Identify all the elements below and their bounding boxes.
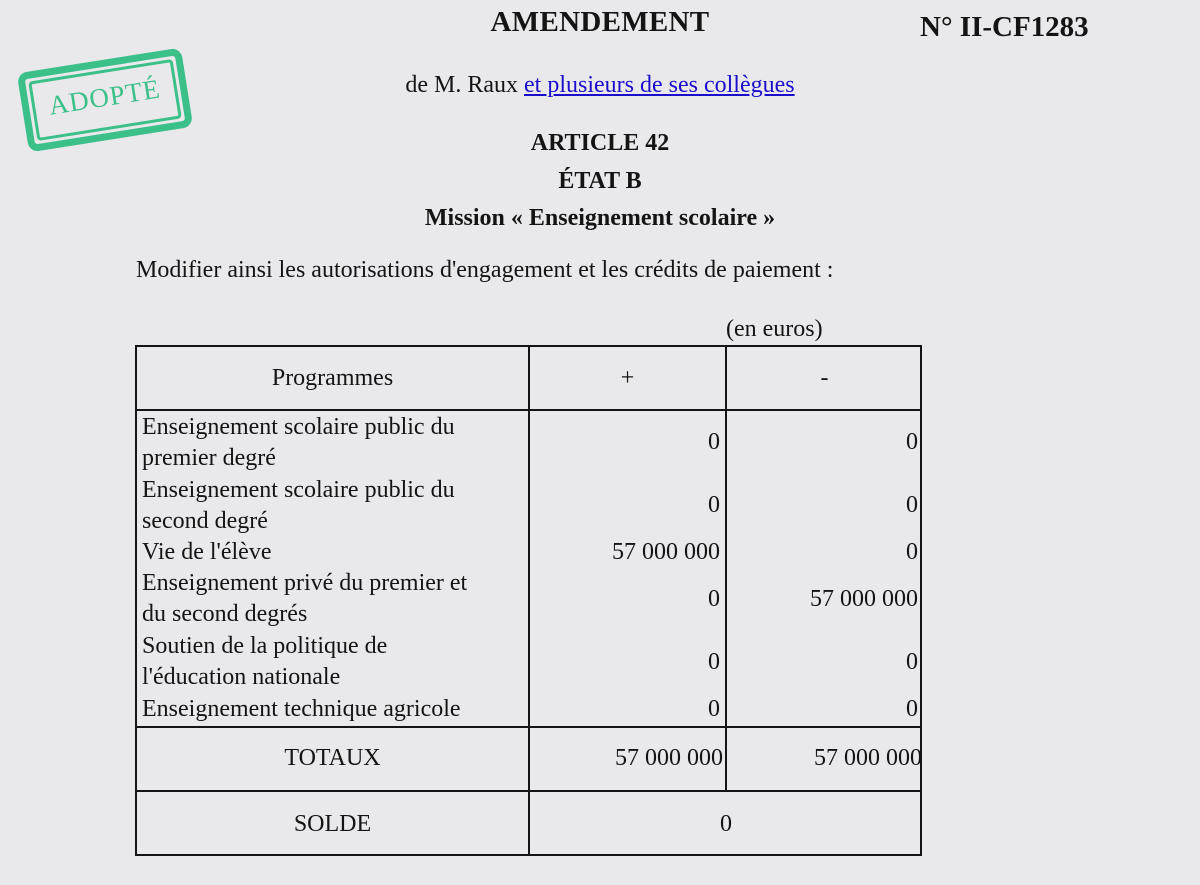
header-programmes: Programmes [271,365,394,391]
row-divider [137,726,920,728]
unit-label: (en euros) [726,316,823,342]
plus-value: 0 [708,649,720,675]
plus-value: 0 [708,429,720,455]
table-row [142,631,527,693]
minus-value: 0 [906,429,918,455]
solde-value: 0 [720,811,732,837]
plus-value: 57 000 000 [612,539,720,565]
credits-table [135,345,922,856]
program-name: Enseignement technique agricole [142,696,461,722]
program-name: Enseignement privé du premier et [142,570,468,596]
minus-value: 0 [906,649,918,675]
totals-minus: 57 000 000 [814,745,922,771]
etat-heading: ÉTAT B [558,168,642,194]
instruction-text: Modifier ainsi les autorisations d'engagement et les crédits de paiement : [136,257,834,283]
table-row [142,412,527,474]
minus-value: 0 [906,539,918,565]
table-row [142,568,527,630]
article-heading: ARTICLE 42 [530,130,670,156]
amendment-number: N° II-CF1283 [920,11,1089,43]
plus-value: 0 [708,492,720,518]
minus-value: 0 [906,492,918,518]
column-divider [528,347,530,790]
totals-plus: 57 000 000 [615,745,723,771]
mission-heading: Mission « Enseignement scolaire » [424,205,776,231]
totals-label: TOTAUX [284,745,381,771]
table-row [142,537,527,568]
minus-value: 57 000 000 [810,586,918,612]
row-divider [137,409,920,411]
program-name-cont: premier degré [142,445,276,471]
program-name-cont: l'éducation nationale [142,664,341,690]
minus-value: 0 [906,696,918,722]
program-name: Vie de l'élève [142,539,272,565]
plus-value: 0 [708,586,720,612]
authors-prefix: de M. Raux [405,72,519,98]
authors-line [0,72,1200,99]
stamp-label: ADOPTÉ [46,73,163,121]
row-divider [137,790,920,792]
header-plus: + [620,365,635,391]
table-row [142,694,527,725]
program-name: Enseignement scolaire public du [142,477,455,503]
table-row [142,475,527,537]
document-title: AMENDEMENT [490,6,710,38]
co-authors-link[interactable]: et plusieurs de ses collègues [524,72,795,98]
column-divider [725,347,727,790]
solde-label: SOLDE [293,811,372,837]
program-name-cont: du second degrés [142,601,308,627]
header-minus: - [820,365,829,391]
program-name: Soutien de la politique de [142,633,388,659]
plus-value: 0 [708,696,720,722]
program-name: Enseignement scolaire public du [142,414,455,440]
program-name-cont: second degré [142,508,268,534]
